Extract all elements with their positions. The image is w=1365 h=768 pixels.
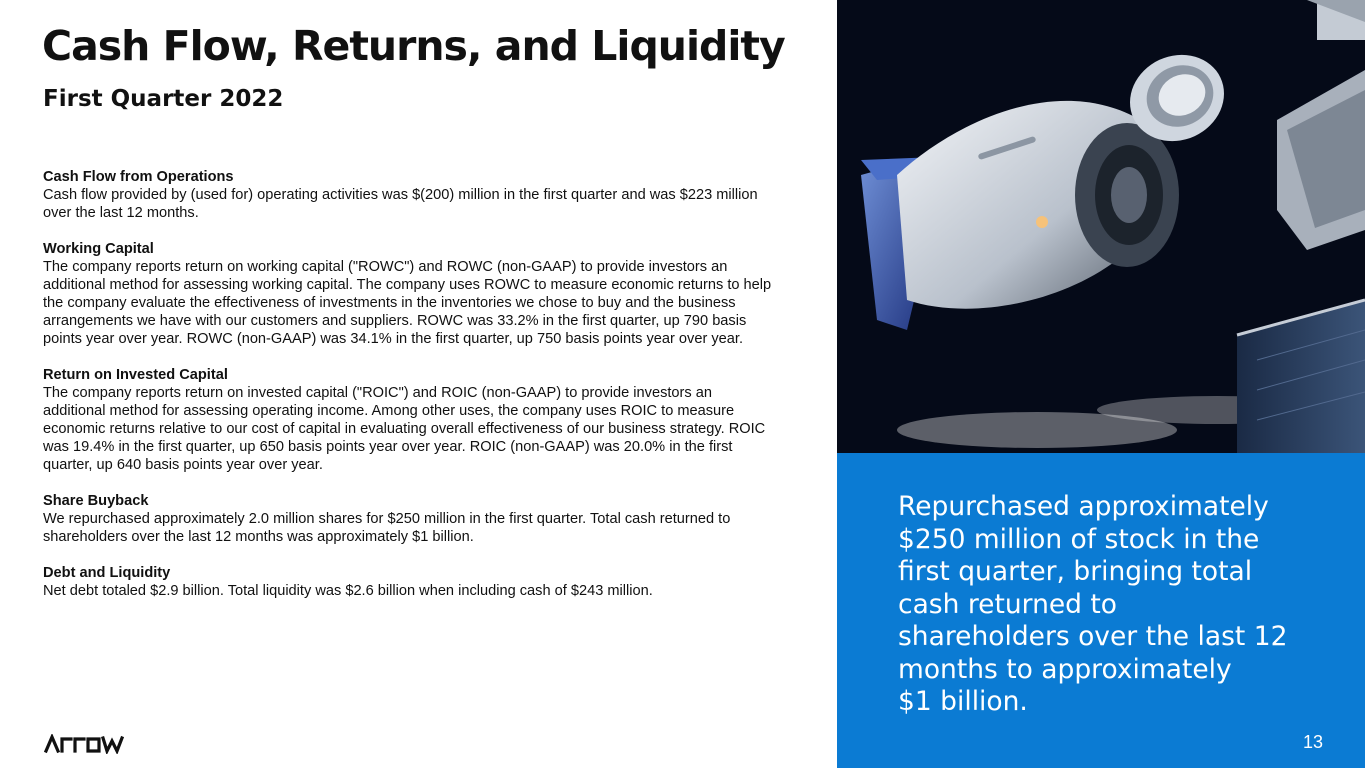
callout-line: Repurchased approximately <box>898 491 1269 522</box>
arrow-logo <box>44 734 130 754</box>
callout-line: cash returned to <box>898 588 1118 620</box>
section-heading: Debt and Liquidity <box>43 565 171 581</box>
page-title: Cash Flow, Returns, and Liquidity <box>42 22 785 70</box>
section-paragraph: Cash flow provided by (used for) operating activities was $(200) million in the first quarter and was $223 million over the last 12 months. <box>43 187 758 221</box>
section-cash-flow <box>43 168 773 222</box>
section-debt-liquidity <box>43 564 773 600</box>
section-heading: Share Buyback <box>43 493 149 509</box>
section-heading: Return on Invested Capital <box>43 367 228 383</box>
callout-box <box>837 453 1365 768</box>
spacecraft-docking-photo <box>837 0 1365 453</box>
body-text <box>43 168 773 618</box>
section-paragraph: The company reports return on working capital ("ROWC") and ROWC (non-GAAP) to provide investors an additional method for assessing working capital. The company uses ROWC to measure economic returns to help the company evaluate the effectiveness of investments in the inventories we chose to buy and the business arrangements we have with our customers and suppliers. ROWC was 33.2% in the first quarter, up 790 basis points year over year. ROWC (non-GAAP) was 34.1% in the first quarter, up 750 basis points year over year. <box>43 259 772 347</box>
callout-line: months to approximately <box>898 653 1232 685</box>
callout-line: first quarter, bringing total <box>898 556 1253 587</box>
callout-line: shareholders over the last 12 <box>898 621 1288 652</box>
page-number: 13 <box>1302 732 1323 752</box>
section-heading: Cash Flow from Operations <box>43 169 234 185</box>
page-subtitle: First Quarter 2022 <box>43 86 284 112</box>
callout-text <box>898 491 1298 719</box>
section-paragraph: We repurchased approximately 2.0 million shares for $250 million in the first quarter. Total cash returned to shareholders over the last 12 months was approximately $1 billion. <box>43 511 731 545</box>
section-share-buyback <box>43 492 773 546</box>
callout-line: $250 million of stock in the <box>898 523 1260 555</box>
section-roic <box>43 366 773 474</box>
section-paragraph: Net debt totaled $2.9 billion. Total liquidity was $2.6 billion when including cash of $243 million. <box>43 583 653 599</box>
section-heading: Working Capital <box>43 241 154 257</box>
section-paragraph: The company reports return on invested capital ("ROIC") and ROIC (non-GAAP) to provide investors an additional method for assessing operating income. Among other uses, the company uses ROIC to measure economic returns relative to our cost of capital in evaluating overall effectiveness of our business strategy. ROIC was 19.4% in the first quarter, up 650 basis points year over year. ROIC (non-GAAP) was 20.0% in the first quarter, up 640 basis points year over year. <box>43 385 766 473</box>
callout-line: $1 billion. <box>898 686 1028 717</box>
visual-panel <box>837 0 1365 768</box>
section-working-capital <box>43 240 773 348</box>
